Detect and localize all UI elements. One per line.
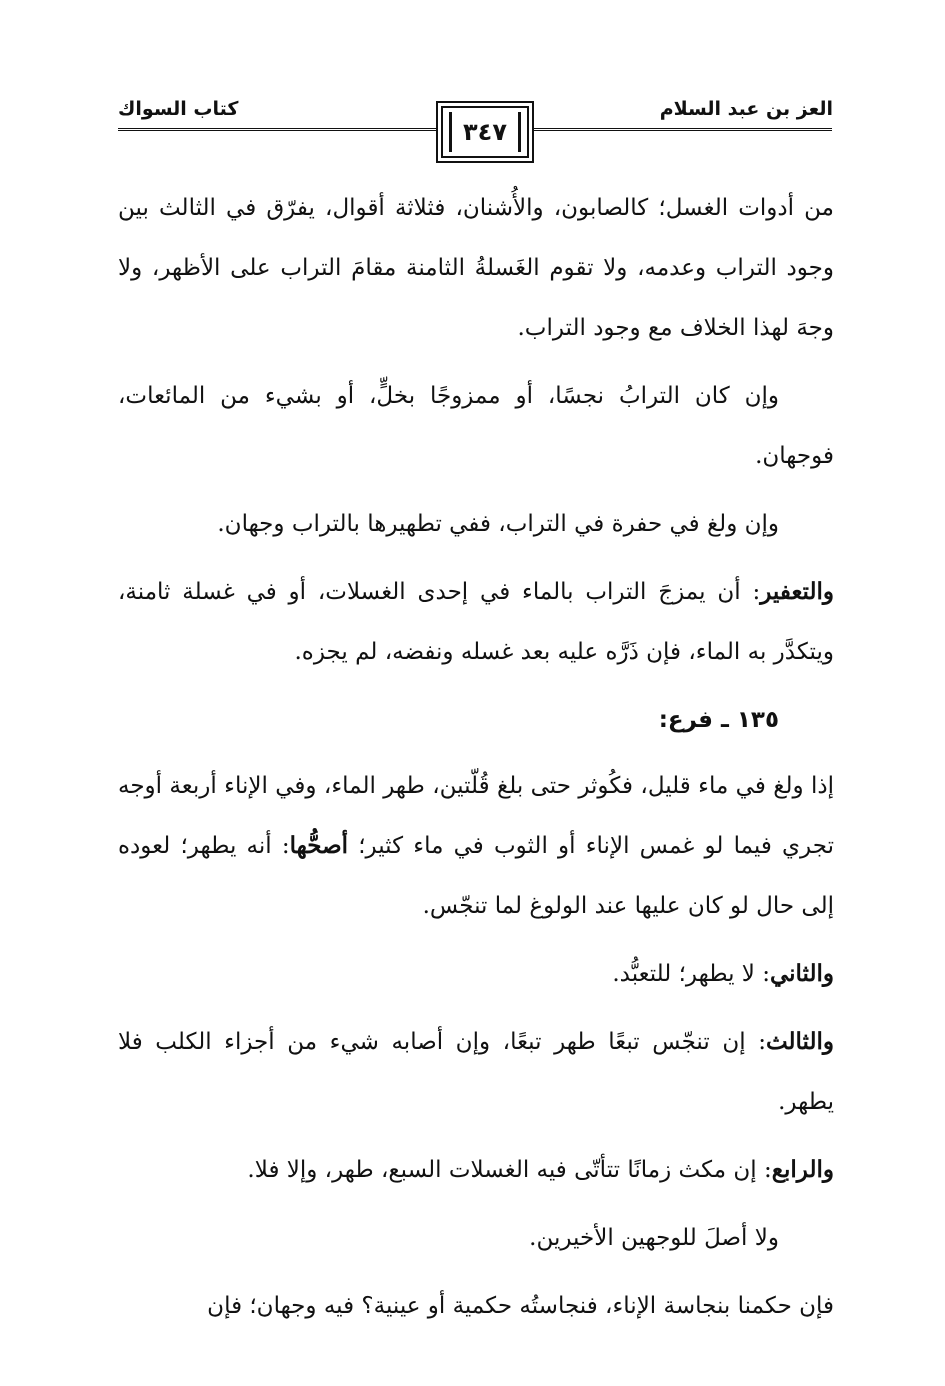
paragraph-5 bbox=[118, 756, 834, 936]
paragraph-10: فإن حكمنا بنجاسة الإناء، فنجاستُه حكمية أو عينية؟ فيه وجهان؛ فإن bbox=[207, 1293, 834, 1319]
paragraph-8 bbox=[118, 1140, 834, 1200]
paragraph-6-text: : لا يطهر؛ للتعبُّد. bbox=[612, 961, 770, 987]
paragraph-4-text: : أن يمزجَ التراب بالماء في إحدى الغسلات، أو في غسلة ثامنة، ويتكدَّر به الماء، فإن ذَرَّه عليه بعد غسله ونفضه، لم يجزه. bbox=[118, 579, 834, 665]
paragraph-5-text-b: : أنه يطهر؛ لعوده إلى حال لو كان عليها عند الولوغ لما تنجّس. bbox=[118, 833, 834, 919]
term-label: أصحُّها bbox=[289, 832, 349, 859]
page-body bbox=[118, 178, 834, 1344]
paragraph-6 bbox=[118, 944, 834, 1004]
term-label: والثالث bbox=[765, 1028, 834, 1055]
paragraph-5-text-a: إذا ولغ في ماء قليل، فكُوثر حتى بلغ قُلّتين، طهر الماء، وفي الإناء أربعة أوجه تجري فيما لو غمس الإناء أو الثوب في ماء كثير؛ bbox=[118, 773, 834, 859]
running-header-author: العز بن عبد السلام bbox=[659, 98, 833, 120]
paragraph-7 bbox=[118, 1012, 834, 1132]
term-label: والتعفير bbox=[760, 578, 834, 605]
branch-heading: ١٣٥ ـ فرع: bbox=[658, 707, 779, 733]
page-number-frame bbox=[441, 106, 529, 158]
term-label: والرابع bbox=[771, 1156, 834, 1183]
paragraph-2: وإن كان الترابُ نجسًا، أو ممزوجًا بخلٍّ، أو بشيء من المائعات، فوجهان. bbox=[118, 383, 834, 469]
paragraph-1: من أدوات الغسل؛ كالصابون، والأُشنان، فثلاثة أقوال، يفرّق في الثالث بين وجود التراب وعدمه، ولا تقوم الغَسلةُ الثامنة مقامَ التراب على الأظهر، ولا وجهَ لهذا الخلاف مع وجود التراب. bbox=[118, 195, 834, 341]
paragraph-8-text: : إن مكث زمانًا تتأتّى فيه الغسلات السبع، طهر، وإلا فلا. bbox=[247, 1157, 772, 1183]
paragraph-3: وإن ولغ في حفرة في التراب، ففي تطهيرها بالتراب وجهان. bbox=[217, 511, 779, 537]
paragraph-4 bbox=[118, 562, 834, 682]
paragraph-7-text: : إن تنجّس تبعًا طهر تبعًا، وإن أصابه شيء من أجزاء الكلب فلا يطهر. bbox=[118, 1029, 834, 1115]
page-number: ٣٤٧ bbox=[463, 118, 507, 146]
term-label: والثاني bbox=[769, 960, 834, 987]
running-header-book-title: كتاب السواك bbox=[118, 98, 239, 120]
paragraph-9: ولا أصلَ للوجهين الأخيرين. bbox=[529, 1225, 779, 1251]
